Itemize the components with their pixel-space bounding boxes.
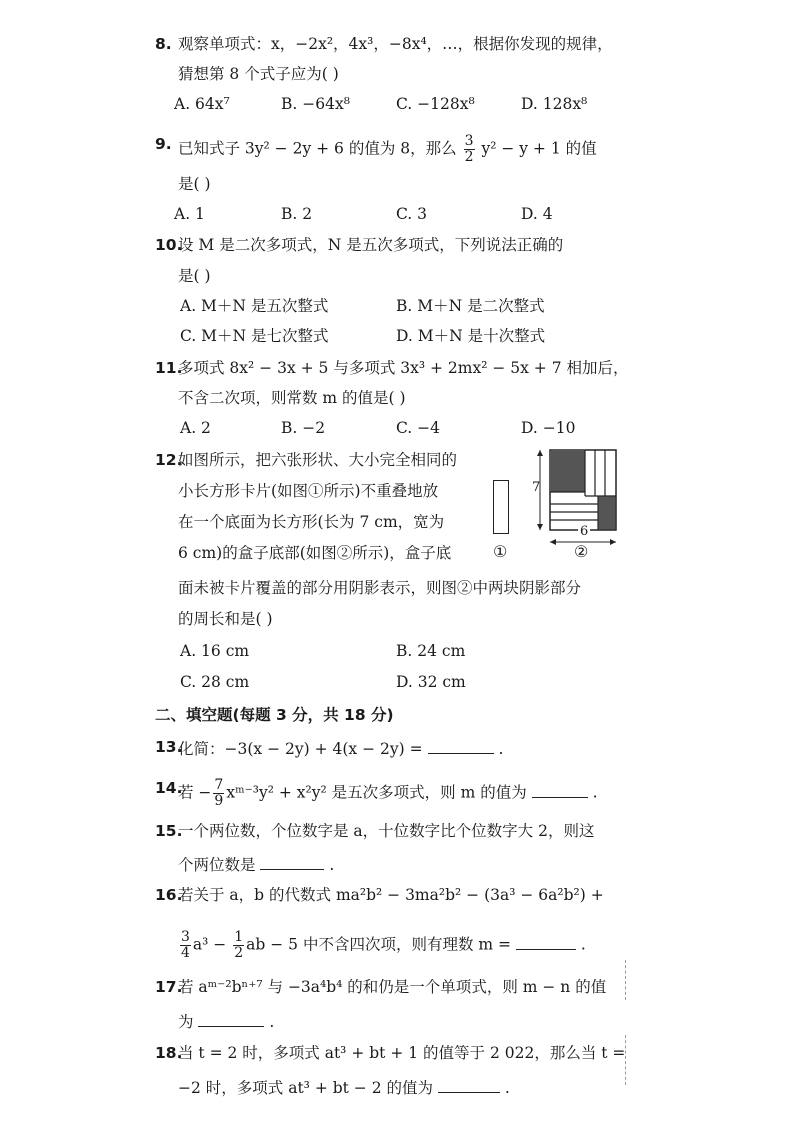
option-c[interactable]: C. M＋N 是七次整式 — [180, 327, 329, 345]
question-text: 多项式 8x² − 3x + 5 与多项式 3x³ + 2mx² − 5x + 7 相加后， — [178, 359, 629, 377]
question-text: 个两位数是 . — [178, 853, 334, 875]
option-d[interactable]: D. 32 cm — [396, 673, 466, 691]
question-number: 13. — [155, 738, 183, 756]
figure-1-label: ① — [493, 542, 508, 561]
question-number: 10. — [155, 236, 183, 254]
question-text: 是( ) — [178, 175, 211, 193]
question-text: 当 t = 2 时，多项式 at³ + bt + 1 的值等于 2 022，那么当 t = — [178, 1044, 626, 1062]
option-d[interactable]: D. M＋N 是十次整式 — [396, 327, 546, 345]
answer-blank[interactable] — [438, 1076, 500, 1093]
option-d[interactable]: D. 128x⁸ — [521, 95, 588, 113]
question-text: 若 − $\frac{7}{9}$ xᵐ⁻³y² + x²y² 是五次多项式，则 m 的值为 . — [178, 777, 598, 809]
option-c[interactable]: C. 28 cm — [180, 673, 250, 691]
question-text: 已知式子 3y² − 2y + 6 的值为 8，那么 $\frac{3}{2}$ y² − y + 1 的值 — [178, 133, 597, 165]
option-c[interactable]: C. 3 — [396, 205, 428, 223]
question-text: 面未被卡片覆盖的部分用阴影表示，则图②中两块阴影部分 — [178, 579, 582, 597]
option-a[interactable]: A. 64x⁷ — [174, 95, 230, 113]
question-text: 一个两位数，个位数字是 a，十位数字比个位数字大 2，则这 — [178, 822, 595, 840]
figure-2-label: ② — [574, 542, 589, 561]
question-number: 12. — [155, 451, 183, 469]
question-text: 6 cm)的盒子底部(如图②所示)，盒子底 — [178, 544, 452, 562]
question-text: 猜想第 8 个式子应为( ) — [178, 65, 339, 83]
option-a[interactable]: A. 16 cm — [180, 642, 250, 660]
figure-1-card — [493, 480, 509, 534]
question-text: −2 时，多项式 at³ + bt − 2 的值为 . — [178, 1076, 510, 1098]
answer-blank[interactable] — [198, 1010, 264, 1027]
option-b[interactable]: B. −64x⁸ — [281, 95, 350, 113]
option-a[interactable]: A. 1 — [174, 205, 205, 223]
question-text: 观察单项式：x，−2x²，4x³，−8x⁴，…，根据你发现的规律， — [178, 35, 613, 53]
answer-blank[interactable] — [516, 933, 576, 950]
option-a[interactable]: A. M＋N 是五次整式 — [180, 297, 329, 315]
question-text: 设 M 是二次多项式，N 是五次多项式，下列说法正确的 — [178, 236, 564, 254]
section-heading: 二、填空题(每题 3 分，共 18 分) — [155, 706, 394, 724]
question-text: 化简：−3(x − 2y) + 4(x − 2y) = . — [178, 737, 503, 759]
option-b[interactable]: B. 24 cm — [396, 642, 466, 660]
option-b[interactable]: B. −2 — [281, 419, 326, 437]
answer-blank[interactable] — [428, 737, 494, 754]
question-text: 是( ) — [178, 267, 211, 285]
binding-margin-line — [625, 960, 626, 1000]
question-text: $\frac{3}{4}$ a³ − $\frac{1}{2}$ ab − 5 中不含四次项，则有理数 m = . — [181, 929, 586, 961]
question-text: 如图所示，把六张形状、大小完全相同的 — [178, 451, 458, 469]
question-number: 14. — [155, 779, 183, 797]
option-d[interactable]: D. 4 — [521, 205, 553, 223]
fraction: $\frac{3}{4}$ — [181, 929, 190, 961]
dimension-height-label: 7 — [532, 480, 541, 495]
dimension-width-label: 6 — [580, 524, 589, 539]
option-b[interactable]: B. 2 — [281, 205, 313, 223]
option-c[interactable]: C. −4 — [396, 419, 441, 437]
option-c[interactable]: C. −128x⁸ — [396, 95, 475, 113]
question-text: 不含二次项，则常数 m 的值是( ) — [178, 389, 406, 407]
question-text: 为 . — [178, 1010, 274, 1032]
question-number: 15. — [155, 822, 183, 840]
answer-blank[interactable] — [532, 781, 588, 798]
question-number: 11. — [155, 359, 183, 377]
answer-blank[interactable] — [260, 853, 324, 870]
question-text: 小长方形卡片(如图①所示)不重叠地放 — [178, 482, 439, 500]
question-text: 若关于 a，b 的代数式 ma²b² − 3ma²b² − (3a³ − 6a²b²) + — [178, 886, 604, 904]
fraction: $\frac{1}{2}$ — [234, 929, 244, 961]
option-d[interactable]: D. −10 — [521, 419, 576, 437]
question-number: 18. — [155, 1044, 183, 1062]
question-number: 17. — [155, 978, 183, 996]
question-number: 8. — [155, 35, 172, 53]
binding-margin-line — [625, 1035, 626, 1085]
question-text: 的周长和是( ) — [178, 610, 273, 628]
option-b[interactable]: B. M＋N 是二次整式 — [396, 297, 545, 315]
question-number: 9. — [155, 135, 172, 153]
option-a[interactable]: A. 2 — [180, 419, 211, 437]
fraction: $\frac{3}{2}$ — [464, 133, 474, 165]
question-number: 16. — [155, 886, 183, 904]
fraction: $\frac{7}{9}$ — [214, 777, 224, 809]
question-text: 若 aᵐ⁻²bⁿ⁺⁷ 与 −3a⁴b⁴ 的和仍是一个单项式，则 m − n 的值 — [178, 978, 607, 996]
question-text: 在一个底面为长方形(长为 7 cm，宽为 — [178, 513, 445, 531]
